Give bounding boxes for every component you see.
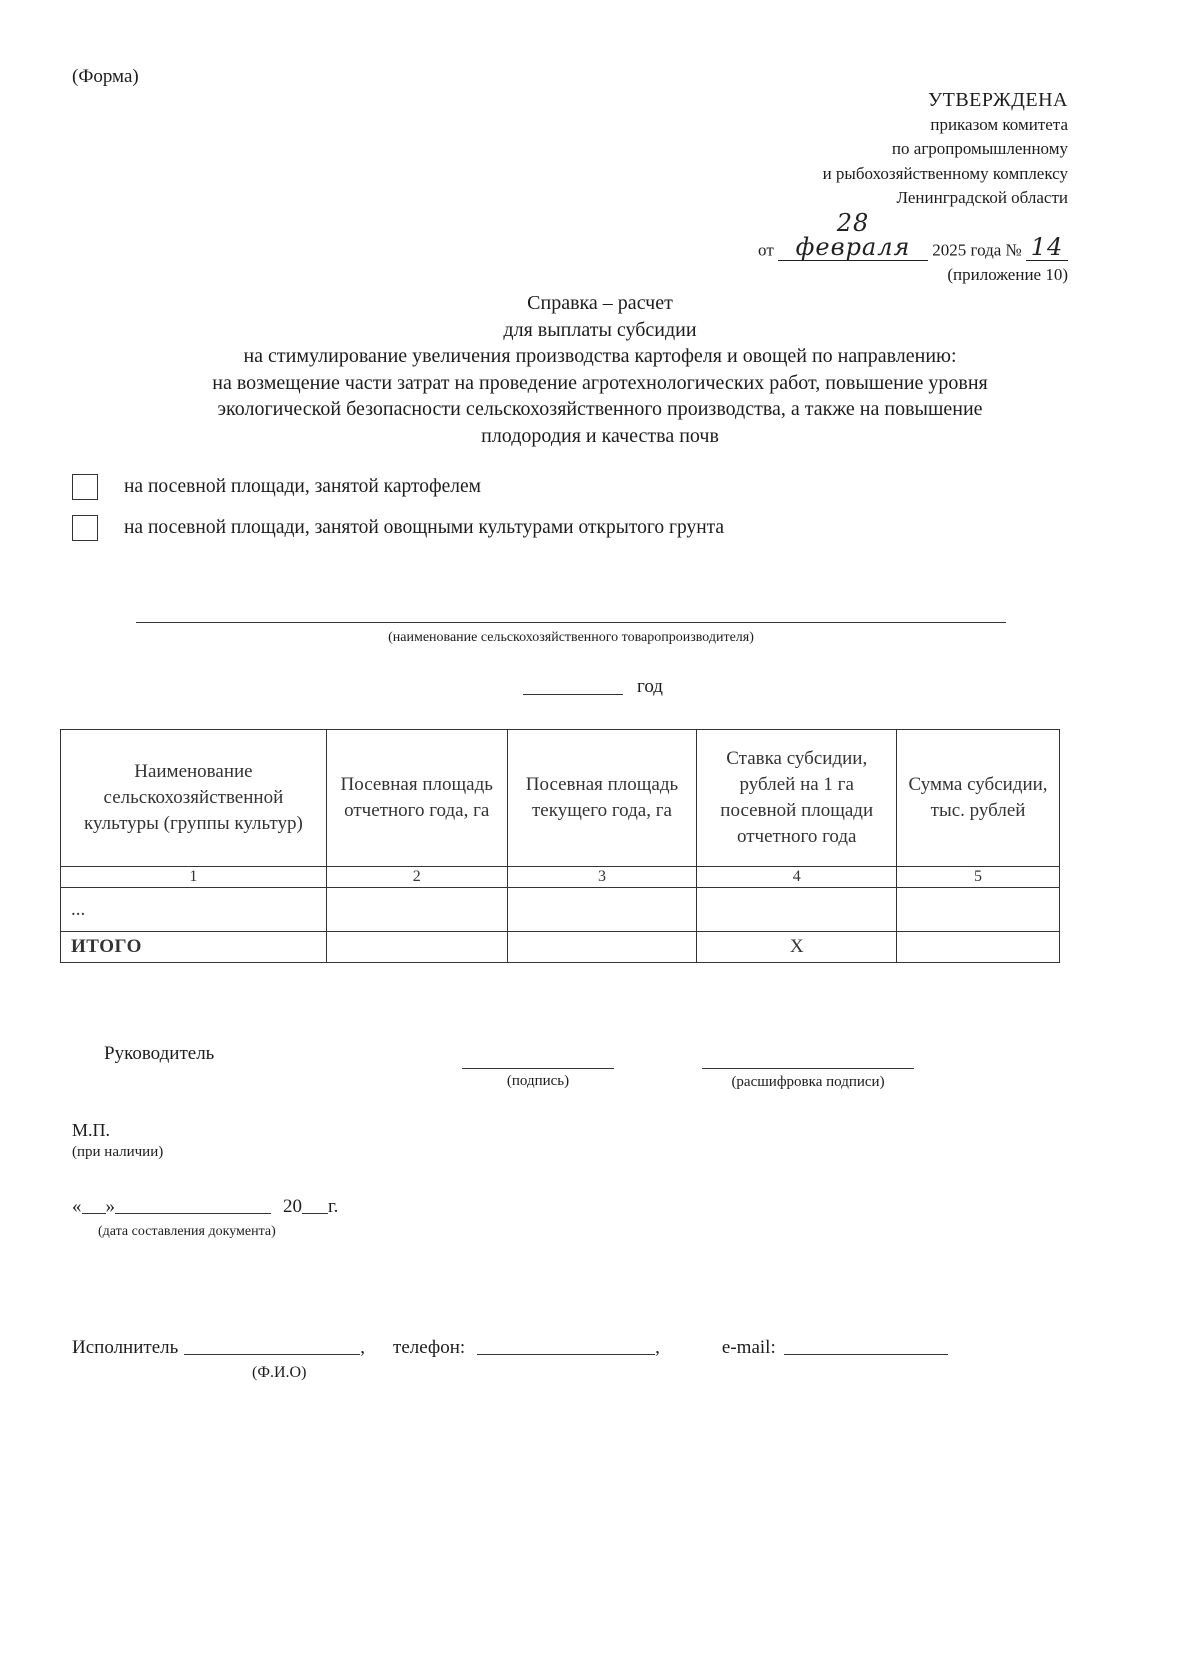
header-area-report: Посевная площадь отчетного года, га <box>340 774 493 821</box>
date-century: 20 <box>283 1196 302 1217</box>
executor-name-line[interactable] <box>184 1354 360 1355</box>
date-year-suffix: г. <box>328 1196 339 1217</box>
header-cell <box>507 730 697 867</box>
executor-row: Исполнитель , телефон: , e-mail: <box>72 1337 948 1359</box>
header-cell <box>897 730 1060 867</box>
header-cell <box>697 730 897 867</box>
approval-date-line <box>758 208 1068 263</box>
approval-line: Ленинградской области <box>896 188 1068 207</box>
option-vegetables-label: на посевной площади, занятой овощными культурами открытого грунта <box>124 517 725 538</box>
checkbox-vegetables[interactable] <box>72 515 98 541</box>
title-line: экологической безопасности сельскохозяйственного производства, а также на повышение <box>217 398 983 420</box>
year-field <box>523 676 663 698</box>
total-label: ИТОГО <box>61 932 327 963</box>
approval-line: приказом комитета <box>930 114 1068 134</box>
year-label: год <box>637 676 663 697</box>
title-line: на возмещение части затрат на проведение агротехнологических работ, повышение уровня <box>212 371 988 394</box>
total-cell[interactable] <box>897 932 1060 963</box>
table-cell[interactable] <box>507 888 697 932</box>
date-caption: (дата составления документа) <box>98 1224 276 1239</box>
date-month-line[interactable] <box>115 1213 271 1214</box>
table-cell[interactable] <box>897 888 1060 932</box>
email-line[interactable] <box>784 1354 948 1355</box>
table-cell[interactable] <box>697 888 897 932</box>
table-row <box>61 888 1060 932</box>
header-crop: Наименование сельскохозяйственной культуры (группы культур) <box>84 761 303 834</box>
form-label: (Форма) <box>72 66 139 87</box>
executor-label: Исполнитель <box>72 1337 179 1358</box>
column-number: 2 <box>326 867 507 888</box>
document-title <box>100 290 1100 449</box>
date-close-quote: » <box>105 1196 115 1217</box>
title-line: на стимулирование увеличения производства картофеля и овощей по направлению: <box>243 345 957 367</box>
table-header-row <box>61 730 1060 867</box>
subsidy-table <box>60 729 1060 963</box>
decoding-caption: (расшифровка подписи) <box>731 1074 885 1090</box>
order-year: 2025 года № <box>932 240 1022 259</box>
header-sum: Сумма субсидии, тыс. рублей <box>908 774 1048 821</box>
date-day-line[interactable] <box>82 1213 106 1214</box>
date-field <box>72 1196 338 1218</box>
producer-name-line[interactable] <box>136 622 1006 623</box>
approval-block <box>758 88 1068 287</box>
executor-name-caption: (Ф.И.О) <box>252 1364 307 1381</box>
title-line: Справка – расчет <box>527 292 673 314</box>
stamp-label: М.П. <box>72 1120 111 1140</box>
year-input-line[interactable] <box>523 694 623 695</box>
title-line: плодородия и качества почв <box>481 424 719 447</box>
total-cell[interactable] <box>326 932 507 963</box>
column-number: 3 <box>507 867 697 888</box>
column-number: 5 <box>897 867 1060 888</box>
table-total-row <box>61 932 1060 963</box>
option-potato[interactable] <box>72 474 481 500</box>
handwritten-date: 28 февраля <box>778 211 928 261</box>
table-number-row <box>61 867 1060 888</box>
email-label: e-mail: <box>721 1337 776 1358</box>
date-prefix: от <box>758 240 774 259</box>
handwritten-number: 14 <box>1026 235 1068 261</box>
date-year-line[interactable] <box>302 1213 328 1214</box>
date-open-quote: « <box>72 1196 82 1217</box>
appendix-note: (приложение 10) <box>947 264 1068 284</box>
option-vegetables[interactable] <box>72 515 724 541</box>
head-role: Руководитель <box>104 1043 215 1064</box>
checkbox-potato[interactable] <box>72 474 98 500</box>
approval-heading: УТВЕРЖДЕНА <box>927 89 1068 111</box>
option-potato-label: на посевной площади, занятой картофелем <box>124 476 482 497</box>
stamp-note: (при наличии) <box>72 1144 164 1160</box>
header-cell <box>326 730 507 867</box>
table-cell[interactable] <box>326 888 507 932</box>
signature-decoding-line[interactable] <box>702 1068 914 1069</box>
header-rate: Ставка субсидии, рублей на 1 га посевной площади отчетного года <box>720 748 874 847</box>
header-cell <box>61 730 327 867</box>
table-cell[interactable]: ... <box>61 888 327 932</box>
phone-line[interactable] <box>477 1354 655 1355</box>
total-cell: Х <box>697 932 897 963</box>
header-area-current: Посевная площадь текущего года, га <box>525 774 679 821</box>
column-number: 1 <box>61 867 327 888</box>
producer-caption: (наименование сельскохозяйственного товаропроизводителя) <box>388 630 754 645</box>
phone-label: телефон: <box>393 1337 466 1358</box>
total-cell[interactable] <box>507 932 697 963</box>
title-line: для выплаты субсидии <box>503 318 697 341</box>
approval-line: по агропромышленному <box>891 139 1068 158</box>
signature-line[interactable] <box>462 1068 614 1069</box>
column-number: 4 <box>697 867 897 888</box>
signature-caption: (подпись) <box>506 1073 570 1089</box>
approval-line: и рыбохозяйственному комплексу <box>822 163 1068 183</box>
